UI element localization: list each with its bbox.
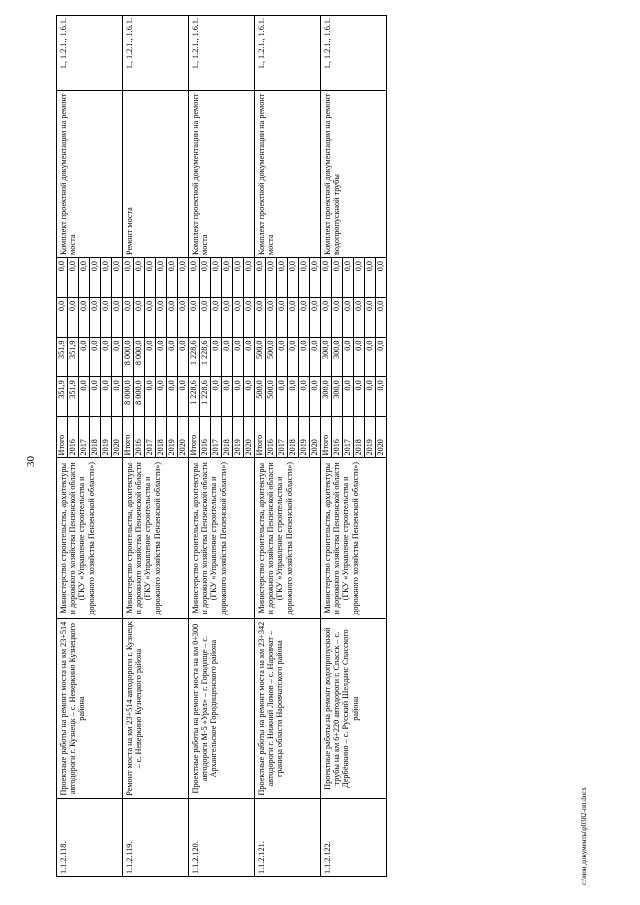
funding-col-2-value: 0,0: [90, 338, 101, 377]
funding-col-4-value: 0,0: [167, 258, 178, 297]
indicator-ref: 1., 1.2.1., 1.6.1.: [321, 16, 387, 91]
funding-col-3: [123, 297, 189, 337]
funding-col-4-value: 0,0: [134, 258, 145, 297]
funding-col-1-value: 500,0: [266, 377, 277, 416]
funding-col-3: [255, 297, 321, 337]
funding-col-2-value: 0,0: [211, 338, 222, 377]
item-name: Проектные работы на ремонт водопропускной трубы на км 6+220 автодороги г. Спасск – с. Дербёнкино – с. Русский Шелдаис Спасского района: [321, 619, 387, 799]
responsible-org: Министерство строительства, архитектуры и дорожного хозяйства Пензенской области (ГКУ «Управление строительства и дорожного хозяйства Пензенской области»): [57, 458, 123, 619]
funding-col-2: [189, 337, 255, 377]
funding-col-4: [189, 257, 255, 297]
funding-col-4-value: 0,0: [211, 258, 222, 297]
item-code: 1.1.2.122.: [321, 799, 387, 877]
years-cell-value: 2019: [299, 417, 310, 457]
funding-col-3-value: 0,0: [332, 298, 343, 337]
funding-col-1: [255, 377, 321, 417]
years-cell-value: 2020: [376, 439, 385, 456]
years-cell-value: Итого: [57, 417, 68, 457]
years-cell-value: 2018: [90, 417, 101, 457]
funding-col-4-value: 0,0: [112, 260, 121, 272]
funding-col-1-value: 0,0: [211, 377, 222, 416]
funding-col-2-value: 0,0: [79, 338, 90, 377]
funding-col-1-value: 0,0: [167, 377, 178, 416]
years-cell-value: 2019: [101, 417, 112, 457]
funding-col-1: [321, 377, 387, 417]
file-path-footer: c:\мои документы\р0382-пп.docx: [580, 787, 588, 885]
funding-col-4-value: 0,0: [244, 260, 253, 272]
funding-col-3-value: 0,0: [68, 298, 79, 337]
funding-col-2-value: 8 000,0: [123, 338, 134, 377]
funding-col-2-value: 0,0: [233, 338, 244, 377]
years-cell: [255, 417, 321, 458]
funding-col-1-value: 300,0: [321, 377, 332, 416]
years-cell-value: 2019: [365, 417, 376, 457]
funding-col-3-value: 0,0: [189, 298, 200, 337]
funding-col-1-value: 0,0: [101, 377, 112, 416]
funding-col-2: [57, 337, 123, 377]
funding-col-3: [321, 297, 387, 337]
funding-col-1-value: 0,0: [222, 377, 233, 416]
funding-col-1-value: 0,0: [156, 377, 167, 416]
indicator-ref: 1., 1.2.1., 1.6.1.: [189, 16, 255, 91]
funding-col-1-value: 0,0: [299, 377, 310, 416]
funding-col-4-value: 0,0: [321, 258, 332, 297]
responsible-org: Министерство строительства, архитектуры и дорожного хозяйства Пензенской области (ГКУ «Управление строительства и дорожного хозяйства Пензенской области»): [255, 458, 321, 619]
years-cell-value: Итого: [255, 417, 266, 457]
program-table: [56, 15, 387, 877]
funding-col-1-value: 300,0: [332, 377, 343, 416]
years-cell: [57, 417, 123, 458]
funding-col-3: [57, 297, 123, 337]
funding-col-1-value: 8 000,0: [134, 377, 145, 416]
funding-col-1-value: 0,0: [277, 377, 288, 416]
years-cell-value: 2018: [288, 417, 299, 457]
indicator-ref: 1., 1.2.1., 1.6.1.: [57, 16, 123, 91]
years-cell-value: 2016: [266, 417, 277, 457]
expected-result: Комплект проектной документации на ремонт водопропускной трубы: [321, 90, 387, 257]
responsible-org: Министерство строительства, архитектуры и дорожного хозяйства Пензенской области (ГКУ «Управление строительства и дорожного хозяйства Пензенской области»): [321, 458, 387, 619]
funding-col-2-value: 0,0: [354, 338, 365, 377]
table-row: [123, 16, 189, 877]
funding-col-2-value: 351,9: [57, 338, 68, 377]
funding-col-3-value: 0,0: [112, 300, 121, 311]
funding-col-2: [255, 337, 321, 377]
funding-col-4-value: 0,0: [68, 258, 79, 297]
funding-col-2-value: 0,0: [112, 340, 121, 351]
funding-col-1-value: 0,0: [79, 377, 90, 416]
funding-col-1-value: 351,9: [57, 377, 68, 416]
funding-col-4-value: 0,0: [310, 260, 319, 272]
funding-col-3-value: 0,0: [222, 298, 233, 337]
funding-col-3-value: 0,0: [365, 298, 376, 337]
funding-col-4-value: 0,0: [255, 258, 266, 297]
funding-col-1-value: 8 000,0: [123, 377, 134, 416]
years-cell-value: 2017: [145, 417, 156, 457]
funding-col-4-value: 0,0: [332, 258, 343, 297]
item-code: 1.1.2.121.: [255, 799, 321, 877]
funding-col-2-value: 0,0: [101, 338, 112, 377]
funding-col-4: [123, 257, 189, 297]
years-cell: [123, 417, 189, 458]
funding-col-2-value: 0,0: [178, 340, 187, 351]
funding-col-3-value: 0,0: [354, 298, 365, 337]
years-cell: [189, 417, 255, 458]
funding-col-2-value: 1 228,6: [189, 338, 200, 377]
funding-col-3-value: 0,0: [299, 298, 310, 337]
funding-col-2: [123, 337, 189, 377]
funding-col-3-value: 0,0: [244, 300, 253, 311]
funding-col-3-value: 0,0: [145, 298, 156, 337]
funding-col-3-value: 0,0: [134, 298, 145, 337]
funding-col-3-value: 0,0: [101, 298, 112, 337]
item-name: Проектные работы на ремонт моста на км 23+514 автодороги г. Кузнецк – с. Неверкино Кузнецкого района: [57, 619, 123, 799]
funding-col-1-value: 1 228,6: [189, 377, 200, 416]
funding-col-2-value: 500,0: [255, 338, 266, 377]
funding-col-4-value: 0,0: [222, 258, 233, 297]
funding-col-2-value: 500,0: [266, 338, 277, 377]
funding-col-3-value: 0,0: [277, 298, 288, 337]
years-cell-value: 2019: [233, 417, 244, 457]
funding-col-2-value: 1 228,6: [200, 338, 211, 377]
funding-col-3-value: 0,0: [343, 298, 354, 337]
funding-col-1-value: 0,0: [365, 377, 376, 416]
funding-col-4-value: 0,0: [266, 258, 277, 297]
funding-col-1-value: 0,0: [354, 377, 365, 416]
expected-result: Комплект проектной документации на ремонт моста: [255, 90, 321, 257]
funding-col-2-value: 0,0: [376, 340, 385, 351]
funding-col-2-value: 0,0: [288, 338, 299, 377]
funding-col-3-value: 0,0: [255, 298, 266, 337]
funding-col-1-value: 0,0: [90, 377, 101, 416]
funding-col-3-value: 0,0: [376, 300, 385, 311]
funding-col-4-value: 0,0: [365, 258, 376, 297]
funding-col-4-value: 0,0: [57, 258, 68, 297]
funding-col-4: [255, 257, 321, 297]
funding-col-4-value: 0,0: [156, 258, 167, 297]
years-cell-value: 2016: [68, 417, 79, 457]
funding-col-2-value: 0,0: [310, 340, 319, 351]
funding-col-4: [321, 257, 387, 297]
expected-result: Ремонт моста: [123, 90, 189, 257]
years-cell-value: 2020: [310, 439, 319, 456]
funding-col-1-value: 0,0: [244, 380, 253, 391]
years-cell-value: 2018: [156, 417, 167, 457]
funding-col-4-value: 0,0: [145, 258, 156, 297]
funding-col-3-value: 0,0: [79, 298, 90, 337]
funding-col-1: [57, 377, 123, 417]
funding-col-2: [321, 337, 387, 377]
funding-col-4-value: 0,0: [79, 258, 90, 297]
funding-col-3-value: 0,0: [211, 298, 222, 337]
expected-result: Комплект проектной документации на ремонт моста: [57, 90, 123, 257]
table-row: [189, 16, 255, 877]
funding-col-4-value: 0,0: [123, 258, 134, 297]
table-row: [321, 16, 387, 877]
funding-col-4-value: 0,0: [200, 258, 211, 297]
funding-col-1-value: 500,0: [255, 377, 266, 416]
funding-col-3-value: 0,0: [167, 298, 178, 337]
years-cell-value: 2016: [134, 417, 145, 457]
funding-col-1-value: 0,0: [343, 377, 354, 416]
responsible-org: Министерство строительства, архитектуры и дорожного хозяйства Пензенской области (ГКУ «Управление строительства и дорожного хозяйства Пензенской области»): [123, 458, 189, 619]
years-cell-value: Итого: [189, 417, 200, 457]
years-cell-value: Итого: [321, 417, 332, 457]
table-row: [57, 16, 123, 877]
funding-col-2-value: 8 000,0: [134, 338, 145, 377]
funding-col-3-value: 0,0: [178, 300, 187, 311]
funding-col-4-value: 0,0: [376, 260, 385, 272]
funding-col-2-value: 0,0: [244, 340, 253, 351]
indicator-ref: 1., 1.2.1., 1.6.1.: [123, 16, 189, 91]
expected-result: Комплект проектной документации на ремонт моста: [189, 90, 255, 257]
years-cell-value: 2017: [277, 417, 288, 457]
years-cell-value: 2018: [222, 417, 233, 457]
indicator-ref: 1., 1.2.1., 1.6.1.: [255, 16, 321, 91]
item-code: 1.1.2.118.: [57, 799, 123, 877]
funding-col-3-value: 0,0: [310, 300, 319, 311]
funding-col-1-value: 0,0: [178, 380, 187, 391]
funding-col-4-value: 0,0: [189, 258, 200, 297]
funding-col-4-value: 0,0: [178, 260, 187, 272]
funding-col-3-value: 0,0: [200, 298, 211, 337]
funding-col-1-value: 0,0: [376, 380, 385, 391]
funding-col-1-value: 0,0: [288, 377, 299, 416]
funding-col-3-value: 0,0: [266, 298, 277, 337]
item-code: 1.1.2.120.: [189, 799, 255, 877]
funding-col-1: [189, 377, 255, 417]
years-cell-value: 2020: [178, 439, 187, 456]
funding-col-2-value: 0,0: [167, 338, 178, 377]
years-cell: [321, 417, 387, 458]
funding-col-4-value: 0,0: [90, 258, 101, 297]
years-cell-value: Итого: [123, 417, 134, 457]
responsible-org: Министерство строительства, архитектуры и дорожного хозяйства Пензенской области (ГКУ «Управление строительства и дорожного хозяйства Пензенской области»): [189, 458, 255, 619]
years-cell-value: 2017: [211, 417, 222, 457]
funding-col-2-value: 300,0: [321, 338, 332, 377]
funding-col-4-value: 0,0: [343, 258, 354, 297]
funding-col-1-value: 1 228,6: [200, 377, 211, 416]
funding-col-3-value: 0,0: [321, 298, 332, 337]
funding-col-1-value: 0,0: [233, 377, 244, 416]
funding-col-3-value: 0,0: [90, 298, 101, 337]
funding-col-4-value: 0,0: [101, 258, 112, 297]
funding-col-1: [123, 377, 189, 417]
funding-col-4-value: 0,0: [277, 258, 288, 297]
funding-col-4: [57, 257, 123, 297]
funding-col-2-value: 0,0: [365, 338, 376, 377]
item-name: Проектные работы на ремонт моста на км 0+300 автодороги М-5 «Урал» – г. Городище – с. Архангельское Городищенского района: [189, 619, 255, 799]
funding-col-4-value: 0,0: [233, 258, 244, 297]
funding-col-2-value: 0,0: [299, 338, 310, 377]
funding-col-3: [189, 297, 255, 337]
funding-col-2-value: 0,0: [343, 338, 354, 377]
funding-col-4-value: 0,0: [299, 258, 310, 297]
years-cell-value: 2018: [354, 417, 365, 457]
funding-col-1-value: 0,0: [310, 380, 319, 391]
funding-col-3-value: 0,0: [233, 298, 244, 337]
funding-col-3-value: 0,0: [123, 298, 134, 337]
funding-col-1-value: 0,0: [112, 380, 121, 391]
funding-col-4-value: 0,0: [354, 258, 365, 297]
funding-col-4-value: 0,0: [288, 258, 299, 297]
item-name: Ремонт моста на км 23+514 автодороги г. Кузнецк – с. Неверкино Кузнецкого района: [123, 619, 189, 799]
funding-col-2-value: 0,0: [156, 338, 167, 377]
funding-col-2-value: 351,9: [68, 338, 79, 377]
years-cell-value: 2017: [79, 417, 90, 457]
funding-col-2-value: 0,0: [277, 338, 288, 377]
years-cell-value: 2020: [112, 439, 121, 456]
years-cell-value: 2016: [200, 417, 211, 457]
funding-col-3-value: 0,0: [156, 298, 167, 337]
funding-col-2-value: 0,0: [222, 338, 233, 377]
page-number: 30: [25, 456, 37, 467]
funding-col-3-value: 0,0: [288, 298, 299, 337]
funding-col-3-value: 0,0: [57, 298, 68, 337]
table-row: [255, 16, 321, 877]
funding-col-2-value: 0,0: [145, 338, 156, 377]
funding-col-1-value: 0,0: [145, 377, 156, 416]
item-name: Проектные работы на ремонт моста на км 23+342 автодороги г. Нижний Ломов – с. Наровчат – граница области Наровчатского района: [255, 619, 321, 799]
years-cell-value: 2020: [244, 439, 253, 456]
funding-col-2-value: 300,0: [332, 338, 343, 377]
years-cell-value: 2017: [343, 417, 354, 457]
item-code: 1.1.2.119.: [123, 799, 189, 877]
years-cell-value: 2019: [167, 417, 178, 457]
years-cell-value: 2016: [332, 417, 343, 457]
funding-col-1-value: 351,9: [68, 377, 79, 416]
